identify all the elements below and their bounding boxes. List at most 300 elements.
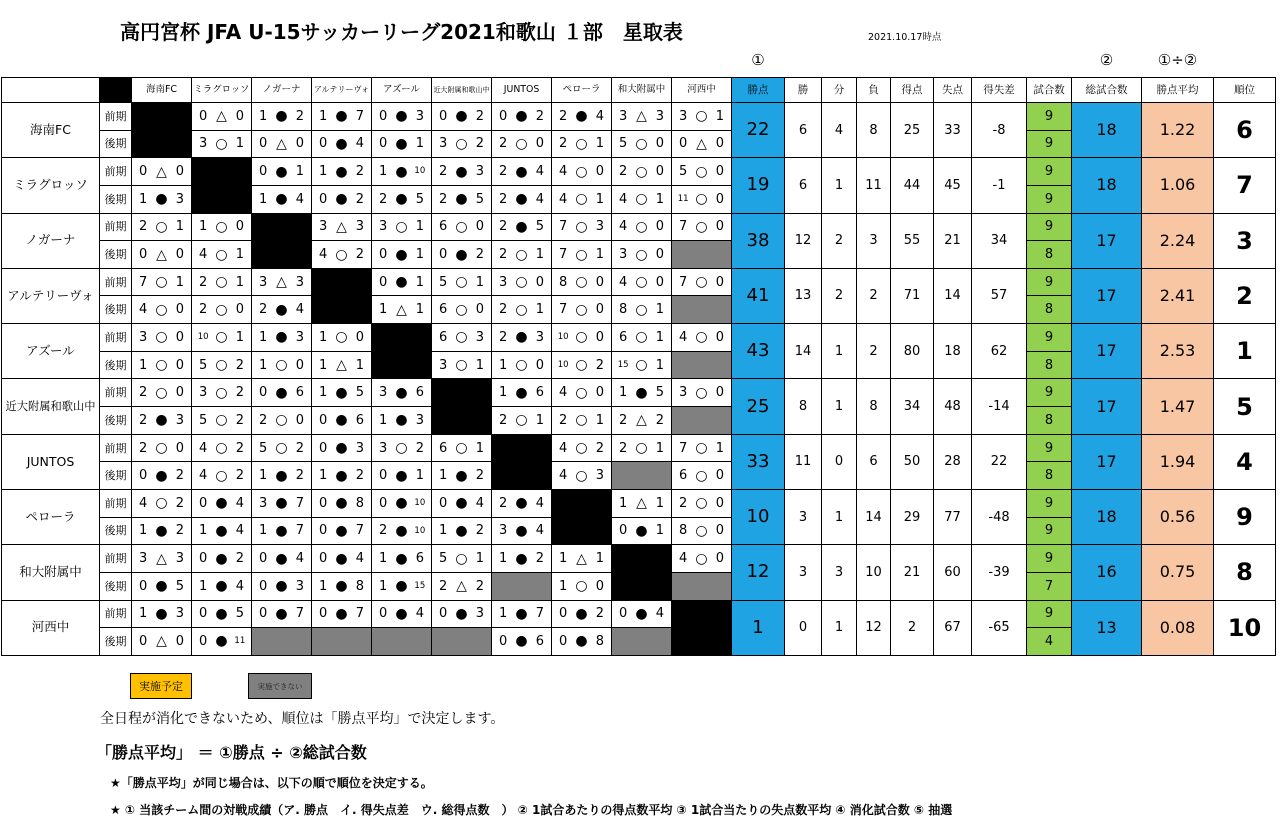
result-mark: ● — [395, 384, 408, 401]
result-away-score: 0 — [535, 274, 544, 290]
result-away-score: 4 — [295, 551, 304, 567]
match-result-cell — [132, 490, 191, 517]
result-home-score: 1 — [319, 108, 328, 124]
result-mark: △ — [636, 108, 647, 125]
match-result-cell — [432, 214, 491, 241]
wins-value: 3 — [785, 490, 821, 544]
result-mark: ● — [515, 108, 528, 125]
match-result-cell — [672, 269, 731, 296]
result-home-score: 0 — [379, 108, 388, 124]
goal-difference-value: 34 — [972, 214, 1026, 268]
result-mark: ○ — [215, 135, 228, 152]
draws-value: 0 — [822, 435, 856, 489]
match-result-cell — [672, 435, 731, 462]
result-mark: ○ — [455, 440, 468, 456]
match-result-cell — [192, 103, 251, 130]
result-away-score: 1 — [475, 551, 484, 567]
goals-against-value: 45 — [934, 158, 971, 212]
header-stat-label: 負 — [857, 78, 890, 102]
match-result-cell — [432, 352, 491, 379]
match-result-cell — [252, 324, 311, 351]
header-opponent-label: ノガーナ — [252, 78, 311, 102]
result-home-score: 8 — [559, 274, 568, 290]
result-home-score: 1 — [379, 551, 388, 567]
result-home-score: 1 — [319, 385, 328, 401]
header-opponent-label: 近大附属和歌山中 — [432, 78, 491, 102]
total-games-value: 17 — [1072, 324, 1141, 378]
losses-value: 14 — [857, 490, 890, 544]
match-result-cell — [492, 131, 551, 158]
result-away-score: 2 — [295, 108, 304, 124]
self-match-cell — [312, 269, 371, 323]
team-name: JUNTOS — [2, 435, 99, 489]
result-home-score: 0 — [439, 495, 448, 511]
result-mark: ● — [335, 135, 348, 152]
result-home-score: 0 — [139, 468, 148, 484]
match-result-cell — [252, 103, 311, 130]
result-mark: ● — [275, 467, 288, 484]
rank-value: 1 — [1214, 324, 1275, 378]
result-away-score: 1 — [715, 108, 724, 124]
result-mark: ● — [155, 605, 168, 622]
result-mark: ○ — [455, 135, 468, 152]
result-mark: △ — [576, 550, 587, 567]
match-result-cell — [312, 379, 371, 406]
match-result-cell — [372, 214, 431, 241]
result-mark: ● — [215, 550, 228, 567]
result-mark: ○ — [575, 578, 588, 595]
result-away-score: 0 — [175, 329, 184, 345]
points-average-value: 1.06 — [1142, 158, 1213, 212]
result-home-score: 3 — [379, 385, 388, 401]
result-mark: ○ — [455, 218, 468, 235]
match-result-cell — [612, 103, 671, 130]
goal-difference-value: -14 — [972, 379, 1026, 433]
result-away-score: 6 — [535, 633, 544, 649]
result-home-score: 1 — [259, 357, 268, 373]
result-mark: ○ — [215, 218, 228, 235]
team-name: ミラグロッソ — [2, 158, 99, 212]
result-mark: ○ — [395, 218, 408, 235]
result-home-score: 2 — [499, 247, 508, 263]
result-home-score: 2 — [499, 495, 508, 511]
result-home-score: 2 — [499, 164, 508, 180]
result-home-score: 4 — [199, 440, 208, 456]
result-mark: △ — [336, 357, 347, 374]
result-mark: △ — [216, 108, 227, 125]
result-home-score: 5 — [259, 440, 268, 456]
period-label: 前期 — [100, 103, 131, 130]
points-average-value: 2.41 — [1142, 269, 1213, 323]
period-label: 後期 — [100, 407, 131, 434]
self-match-cell — [432, 379, 491, 433]
result-away-score: 4 — [295, 191, 304, 207]
result-mark: △ — [156, 246, 167, 263]
match-result-cell — [432, 103, 491, 130]
result-home-score: 4 — [619, 274, 628, 290]
unplayable-match-cell — [372, 628, 431, 655]
result-away-score: 6 — [295, 385, 304, 401]
match-result-cell — [252, 131, 311, 158]
result-home-score: 1 — [499, 357, 508, 373]
match-result-cell — [552, 462, 611, 489]
draws-value: 3 — [822, 545, 856, 599]
result-mark: ● — [155, 522, 168, 539]
games-played-value: 9 — [1027, 435, 1071, 462]
self-match-cell — [132, 103, 191, 157]
result-mark: ● — [395, 274, 408, 291]
result-home-score: 1 — [619, 385, 628, 401]
result-mark: ○ — [575, 412, 588, 429]
result-mark: ○ — [575, 274, 588, 291]
result-away-score: 1 — [475, 274, 484, 290]
result-away-score: 3 — [175, 606, 184, 622]
result-home-score: 1 — [139, 606, 148, 622]
match-result-cell — [492, 628, 551, 655]
losses-value: 2 — [857, 324, 890, 378]
period-label: 後期 — [100, 186, 131, 213]
result-mark: △ — [396, 301, 407, 318]
result-away-score: 15 — [414, 580, 426, 591]
match-result-cell — [432, 269, 491, 296]
result-home-score: 3 — [619, 247, 628, 263]
result-mark: ○ — [455, 274, 468, 291]
result-away-score: 0 — [715, 164, 724, 180]
match-result-cell — [192, 269, 251, 296]
result-away-score: 1 — [355, 357, 364, 373]
result-home-score: 1 — [499, 551, 508, 567]
result-home-score: 4 — [199, 247, 208, 263]
losses-value: 6 — [857, 435, 890, 489]
match-result-cell — [192, 628, 251, 655]
header-opponent-label: ペローラ — [552, 78, 611, 102]
result-away-score: 3 — [475, 164, 484, 180]
draws-value: 1 — [822, 379, 856, 433]
result-away-score: 3 — [415, 108, 424, 124]
match-result-cell — [552, 407, 611, 434]
match-result-cell — [252, 573, 311, 600]
result-away-score: 1 — [655, 357, 664, 373]
result-away-score: 4 — [535, 523, 544, 539]
points-value: 25 — [732, 379, 784, 433]
result-mark: ● — [155, 191, 168, 208]
result-mark: ○ — [695, 163, 708, 180]
result-away-score: 2 — [295, 468, 304, 484]
rank-value: 5 — [1214, 379, 1275, 433]
goals-against-value: 14 — [934, 269, 971, 323]
result-home-score: 4 — [619, 219, 628, 235]
match-result-cell — [372, 601, 431, 628]
total-games-value: 18 — [1072, 158, 1141, 212]
goals-for-value: 34 — [891, 379, 933, 433]
result-home-score: 3 — [259, 274, 268, 290]
result-home-score: 1 — [499, 606, 508, 622]
result-home-score: 2 — [259, 302, 268, 318]
result-mark: ○ — [455, 550, 468, 567]
result-mark: ○ — [335, 329, 348, 346]
result-mark: ● — [335, 578, 348, 595]
match-result-cell — [432, 435, 491, 462]
header-stat-label: 総試合数 — [1072, 78, 1141, 102]
result-home-score: 1 — [259, 468, 268, 484]
match-result-cell — [312, 131, 371, 158]
result-home-score: 4 — [319, 247, 328, 263]
match-result-cell — [132, 214, 191, 241]
match-result-cell — [252, 545, 311, 572]
result-mark: ● — [275, 384, 288, 401]
result-home-score: 10 — [557, 359, 569, 370]
games-played-value: 9 — [1027, 269, 1071, 296]
ratio-mark: ①÷② — [1157, 51, 1198, 69]
goals-for-value: 80 — [891, 324, 933, 378]
result-mark: ○ — [215, 467, 228, 484]
result-home-score: 1 — [319, 357, 328, 373]
result-away-score: 2 — [175, 523, 184, 539]
result-mark: ● — [155, 412, 168, 429]
goals-for-value: 55 — [891, 214, 933, 268]
result-home-score: 1 — [259, 523, 268, 539]
result-mark: ● — [515, 384, 528, 401]
result-mark: ○ — [575, 135, 588, 152]
match-result-cell — [612, 158, 671, 185]
wins-value: 6 — [785, 158, 821, 212]
result-away-score: 2 — [355, 247, 364, 263]
points-average-value: 2.24 — [1142, 214, 1213, 268]
result-mark: ○ — [635, 191, 648, 208]
result-away-score: 2 — [295, 440, 304, 456]
result-away-score: 4 — [595, 108, 604, 124]
result-mark: ○ — [575, 329, 588, 346]
result-home-score: 5 — [199, 412, 208, 428]
result-away-score: 1 — [535, 247, 544, 263]
match-result-cell — [132, 601, 191, 628]
result-home-score: 2 — [139, 385, 148, 401]
total-games-value: 17 — [1072, 435, 1141, 489]
goals-for-value: 71 — [891, 269, 933, 323]
result-away-score: 6 — [415, 551, 424, 567]
result-mark: ● — [455, 605, 468, 622]
as-of-date: 2021.10.17時点 — [868, 32, 942, 43]
result-mark: ○ — [635, 163, 648, 180]
header-opponent-label: 和大附属中 — [612, 78, 671, 102]
match-result-cell — [132, 186, 191, 213]
result-home-score: 3 — [679, 108, 688, 124]
result-away-score: 0 — [355, 329, 364, 345]
match-result-cell — [432, 158, 491, 185]
self-match-cell — [612, 545, 671, 599]
result-away-score: 6 — [355, 412, 364, 428]
result-mark: ○ — [695, 274, 708, 291]
points-value: 41 — [732, 269, 784, 323]
match-result-cell — [552, 435, 611, 462]
match-result-cell — [492, 601, 551, 628]
result-mark: ● — [575, 605, 588, 622]
result-away-score: 1 — [595, 191, 604, 207]
result-mark: ○ — [155, 329, 168, 346]
result-mark: ● — [335, 163, 348, 180]
result-home-score: 2 — [439, 578, 448, 594]
result-home-score: 2 — [499, 329, 508, 345]
match-result-cell — [372, 545, 431, 572]
period-label: 前期 — [100, 545, 131, 572]
result-away-score: 0 — [715, 329, 724, 345]
period-label: 後期 — [100, 628, 131, 655]
result-mark: ○ — [215, 274, 228, 291]
losses-value: 10 — [857, 545, 890, 599]
wins-value: 13 — [785, 269, 821, 323]
result-away-score: 4 — [535, 191, 544, 207]
result-away-score: 0 — [595, 302, 604, 318]
result-away-score: 10 — [414, 498, 426, 509]
result-away-score: 3 — [475, 329, 484, 345]
result-mark: ● — [275, 578, 288, 595]
match-result-cell — [252, 379, 311, 406]
match-result-cell — [612, 435, 671, 462]
result-away-score: 7 — [355, 523, 364, 539]
result-mark: ● — [395, 135, 408, 152]
match-result-cell — [252, 601, 311, 628]
result-mark: ○ — [575, 357, 588, 374]
result-mark: ○ — [215, 440, 228, 456]
match-result-cell — [432, 601, 491, 628]
points-average-value: 1.22 — [1142, 103, 1213, 157]
draws-value: 1 — [822, 490, 856, 544]
result-home-score: 7 — [559, 302, 568, 318]
goals-for-value: 25 — [891, 103, 933, 157]
result-home-score: 3 — [199, 136, 208, 152]
result-home-score: 3 — [439, 357, 448, 373]
losses-value: 8 — [857, 103, 890, 157]
header-opponent-label: JUNTOS — [492, 78, 551, 102]
result-mark: △ — [276, 135, 287, 152]
result-home-score: 4 — [559, 164, 568, 180]
result-mark: ● — [515, 522, 528, 539]
self-match-cell — [672, 601, 731, 655]
legend-scheduled-label: 実施予定 — [139, 680, 183, 693]
self-match-cell — [372, 324, 431, 378]
unplayable-match-cell — [672, 241, 731, 268]
match-result-cell — [552, 214, 611, 241]
losses-value: 3 — [857, 214, 890, 268]
team-name: ノガーナ — [2, 214, 99, 268]
rank-value: 8 — [1214, 545, 1275, 599]
result-mark: ○ — [275, 440, 288, 456]
self-match-cell — [192, 158, 251, 212]
goals-against-value: 21 — [934, 214, 971, 268]
result-away-score: 4 — [295, 302, 304, 318]
result-home-score: 2 — [199, 302, 208, 318]
result-away-score: 0 — [655, 164, 664, 180]
result-away-score: 0 — [175, 302, 184, 318]
match-result-cell — [252, 490, 311, 517]
match-result-cell — [672, 490, 731, 517]
match-result-cell — [552, 573, 611, 600]
result-home-score: 5 — [619, 136, 628, 152]
result-home-score: 0 — [319, 551, 328, 567]
result-home-score: 2 — [619, 164, 628, 180]
unplayable-match-cell — [492, 573, 551, 600]
result-away-score: 0 — [595, 578, 604, 594]
unplayable-match-cell — [432, 628, 491, 655]
result-home-score: 3 — [499, 274, 508, 290]
result-mark: ● — [635, 605, 648, 622]
result-away-score: 2 — [235, 551, 244, 567]
goals-against-value: 67 — [934, 601, 971, 655]
result-mark: ○ — [695, 522, 708, 539]
match-result-cell — [192, 241, 251, 268]
result-home-score: 4 — [559, 468, 568, 484]
match-result-cell — [192, 214, 251, 241]
points-average-value: 0.75 — [1142, 545, 1213, 599]
result-home-score: 2 — [499, 412, 508, 428]
result-away-score: 3 — [175, 191, 184, 207]
result-mark: ○ — [335, 246, 348, 263]
games-played-value: 4 — [1027, 628, 1071, 655]
result-home-score: 0 — [679, 136, 688, 152]
result-away-score: 4 — [235, 578, 244, 594]
result-away-score: 2 — [415, 440, 424, 456]
result-away-score: 3 — [295, 274, 304, 290]
result-away-score: 0 — [175, 164, 184, 180]
result-mark: ● — [275, 495, 288, 512]
result-home-score: 1 — [499, 385, 508, 401]
result-away-score: 1 — [595, 247, 604, 263]
rank-value: 3 — [1214, 214, 1275, 268]
match-result-cell — [552, 158, 611, 185]
result-home-score: 6 — [439, 440, 448, 456]
result-away-score: 0 — [715, 191, 724, 207]
result-away-score: 1 — [475, 357, 484, 373]
result-home-score: 3 — [319, 219, 328, 235]
header-opponent-label: ミラグロッソ — [192, 78, 251, 102]
match-result-cell — [312, 545, 371, 572]
match-result-cell — [492, 379, 551, 406]
result-home-score: 0 — [319, 495, 328, 511]
match-result-cell — [492, 158, 551, 185]
result-away-score: 1 — [415, 136, 424, 152]
match-result-cell — [612, 490, 671, 517]
result-home-score: 0 — [139, 164, 148, 180]
result-home-score: 0 — [559, 633, 568, 649]
match-result-cell — [612, 131, 671, 158]
goals-against-value: 60 — [934, 545, 971, 599]
result-mark: ○ — [575, 384, 588, 401]
result-away-score: 7 — [535, 606, 544, 622]
match-result-cell — [372, 379, 431, 406]
result-home-score: 1 — [379, 302, 388, 318]
match-result-cell — [432, 462, 491, 489]
result-mark: ○ — [575, 467, 588, 484]
result-away-score: 1 — [415, 247, 424, 263]
result-away-score: 1 — [595, 412, 604, 428]
result-away-score: 3 — [535, 329, 544, 345]
match-result-cell — [312, 573, 371, 600]
result-mark: ● — [275, 605, 288, 622]
result-away-score: 0 — [235, 108, 244, 124]
games-played-value: 8 — [1027, 352, 1071, 379]
match-result-cell — [312, 518, 371, 545]
result-away-score: 1 — [415, 274, 424, 290]
result-home-score: 0 — [379, 606, 388, 622]
result-home-score: 0 — [379, 247, 388, 263]
result-away-score: 2 — [595, 357, 604, 373]
result-mark: ● — [335, 191, 348, 208]
result-home-score: 1 — [319, 329, 328, 345]
match-result-cell — [132, 628, 191, 655]
match-result-cell — [612, 296, 671, 323]
match-result-cell — [492, 324, 551, 351]
result-mark: ● — [335, 550, 348, 567]
